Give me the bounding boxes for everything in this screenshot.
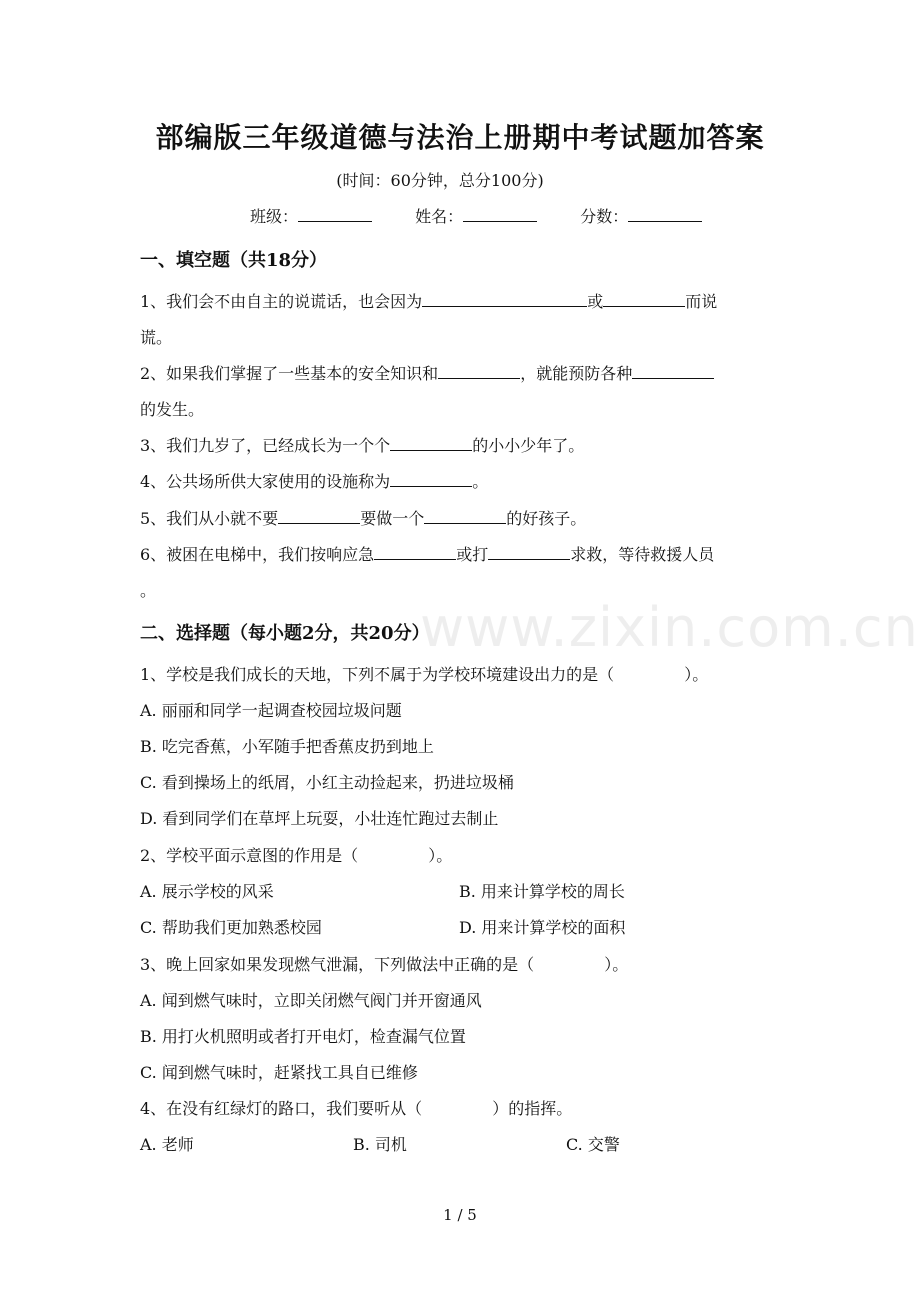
question-1-4: [140, 469, 488, 492]
question-2-2-stem: [140, 843, 452, 866]
class-label: 班级：: [250, 207, 299, 226]
page-number: 1 / 5: [443, 1206, 477, 1224]
question-text: ）的指挥。: [492, 1099, 573, 1118]
exam-time-info: (时间：60分钟，总分100分): [336, 171, 544, 190]
student-info-fields: [250, 204, 740, 227]
question-text: 5、我们从小就不要: [140, 509, 279, 528]
question-1-2: [140, 361, 714, 384]
question-text: 或: [587, 292, 604, 311]
class-field: [250, 204, 372, 227]
option-2-2-c[interactable]: C. 帮助我们更加熟悉校园: [140, 918, 322, 937]
question-text: 6、被困在电梯中，我们按响应急: [140, 545, 375, 564]
question-text: 1、学校是我们成长的天地，下列不属于为学校环境建设出力的是（: [140, 665, 615, 684]
answer-blank[interactable]: [632, 362, 714, 379]
question-text: ）。: [604, 955, 629, 974]
document-title: 部编版三年级道德与法治上册期中考试题加答案: [155, 121, 765, 154]
option-2-3-a[interactable]: A. 闻到燃气味时，立即关闭燃气阀门并开窗通风: [140, 991, 482, 1010]
score-blank[interactable]: [628, 205, 702, 222]
question-1-3: [140, 433, 584, 456]
question-2-1-stem: [140, 662, 708, 685]
question-2-4-stem: [140, 1096, 572, 1119]
question-text: 4、公共场所供大家使用的设施称为: [140, 472, 391, 491]
option-2-2-b[interactable]: B. 用来计算学校的周长: [459, 882, 625, 901]
question-text: 4、在没有红绿灯的路口，我们要听从（: [140, 1099, 423, 1118]
name-label: 姓名：: [415, 207, 464, 226]
question-text: 。: [472, 472, 489, 491]
score-label: 分数：: [580, 207, 629, 226]
question-text: 3、我们九岁了，已经成长为一个个: [140, 436, 391, 455]
answer-blank[interactable]: [438, 362, 520, 379]
option-2-1-d[interactable]: D. 看到同学们在草坪上玩耍，小壮连忙跑过去制止: [140, 809, 499, 828]
question-1-6: [140, 542, 714, 565]
option-2-4-a[interactable]: A. 老师: [140, 1135, 194, 1154]
answer-blank[interactable]: [278, 507, 360, 524]
question-1-5: [140, 506, 586, 529]
question-1-2-cont: 的发生。: [140, 400, 205, 419]
answer-blank[interactable]: [390, 470, 472, 487]
option-2-4-c[interactable]: C. 交警: [566, 1135, 620, 1154]
answer-blank[interactable]: [390, 434, 472, 451]
answer-blank[interactable]: [422, 290, 587, 307]
option-2-1-b[interactable]: B. 吃完香蕉，小军随手把香蕉皮扔到地上: [140, 737, 434, 756]
class-blank[interactable]: [298, 205, 372, 222]
name-field: [415, 204, 537, 227]
question-1-1: [140, 289, 717, 312]
section-fill-in-heading: 一、填空题（共18分）: [140, 250, 328, 271]
question-text: 1、我们会不由自主的说谎话，也会因为: [140, 292, 423, 311]
answer-blank[interactable]: [488, 543, 570, 560]
question-text: ）。: [684, 665, 709, 684]
option-2-4-b[interactable]: B. 司机: [353, 1135, 407, 1154]
question-text: 2、学校平面示意图的作用是（: [140, 846, 359, 865]
question-text: 3、晚上回家如果发现燃气泄漏，下列做法中正确的是（: [140, 955, 535, 974]
question-1-6-cont: 。: [140, 581, 157, 600]
question-text: 的小小少年了。: [472, 436, 585, 455]
question-text: 要做一个: [360, 509, 425, 528]
watermark: www.zixin.com.cn: [420, 596, 919, 659]
option-2-1-c[interactable]: C. 看到操场上的纸屑，小红主动捡起来，扔进垃圾桶: [140, 773, 514, 792]
question-text: 求救，等待救援人员: [570, 545, 715, 564]
question-2-3-stem: [140, 952, 628, 975]
question-text: 或打: [456, 545, 489, 564]
option-2-1-a[interactable]: A. 丽丽和同学一起调查校园垃圾问题: [140, 701, 402, 720]
answer-blank[interactable]: [424, 507, 506, 524]
question-text: 而说: [685, 292, 718, 311]
option-2-2-d[interactable]: D. 用来计算学校的面积: [459, 918, 626, 937]
question-text: ）。: [428, 846, 453, 865]
option-2-3-b[interactable]: B. 用打火机照明或者打开电灯，检查漏气位置: [140, 1027, 466, 1046]
section-choice-heading: 二、选择题（每小题2分，共20分）: [140, 623, 430, 644]
question-text: 的好孩子。: [506, 509, 587, 528]
answer-blank[interactable]: [603, 290, 685, 307]
option-2-2-a[interactable]: A. 展示学校的风采: [140, 882, 274, 901]
score-field: [580, 204, 702, 227]
question-1-1-cont: 谎。: [140, 328, 173, 347]
question-text: 2、如果我们掌握了一些基本的安全知识和: [140, 364, 439, 383]
question-text: ，就能预防各种: [520, 364, 633, 383]
answer-blank[interactable]: [374, 543, 456, 560]
name-blank[interactable]: [463, 205, 537, 222]
option-2-3-c[interactable]: C. 闻到燃气味时，赶紧找工具自已维修: [140, 1063, 418, 1082]
